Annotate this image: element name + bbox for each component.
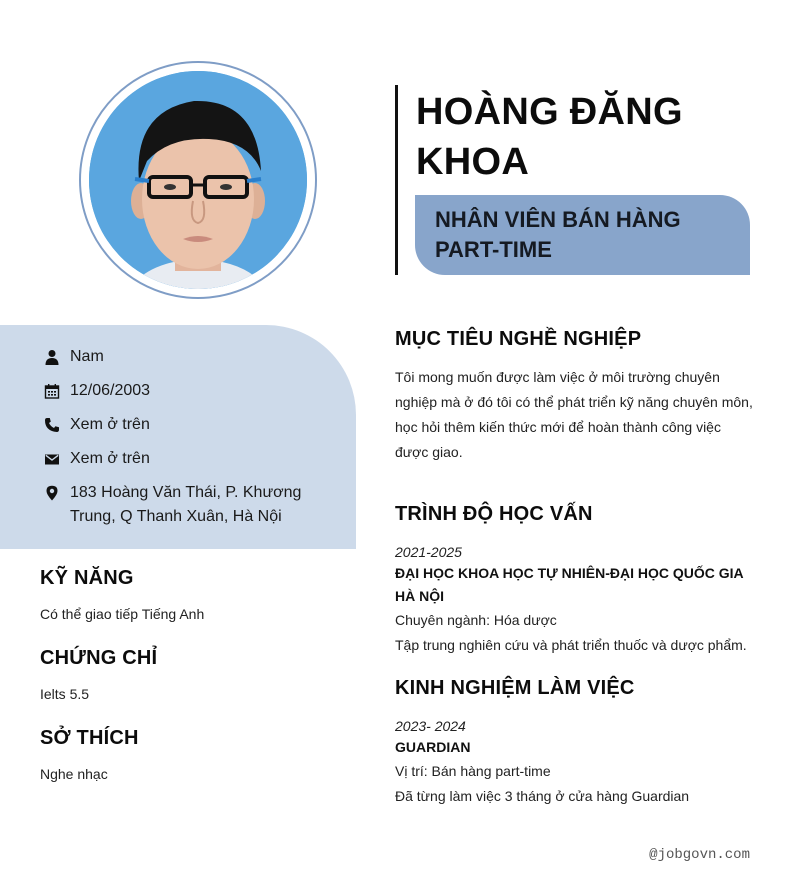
address-value: 183 Hoàng Văn Thái, P. Khương Trung, Q Thanh Xuân, Hà Nội: [70, 484, 302, 525]
experience-section: [395, 677, 755, 809]
hobbies-section: [40, 727, 340, 782]
contact-panel: [0, 325, 356, 549]
experience-period: 2023- 2024: [395, 718, 466, 734]
location-icon: [42, 481, 62, 505]
name-block: [395, 85, 755, 275]
candidate-name: HOÀNG ĐĂNG KHOA: [416, 91, 683, 183]
objective-heading: MỤC TIÊU NGHỀ NGHIỆP: [395, 328, 642, 350]
job-title-badge: NHÂN VIÊN BÁN HÀNG PART-TIME: [415, 195, 750, 275]
phone-value: Xem ở trên: [70, 416, 150, 433]
contact-email: [42, 447, 310, 471]
certificates-section: [40, 647, 340, 702]
hobbies-text: Nghe nhạc: [40, 766, 108, 782]
skills-section: [40, 567, 340, 622]
education-heading: TRÌNH ĐỘ HỌC VẤN: [395, 503, 593, 525]
phone-icon: [42, 413, 62, 437]
certificates-heading: CHỨNG CHỈ: [40, 647, 158, 669]
certificates-text: Ielts 5.5: [40, 686, 90, 702]
experience-company: GUARDIAN: [395, 739, 471, 755]
watermark: @jobgovn.com: [649, 847, 750, 863]
contact-address: [42, 481, 310, 529]
education-school: ĐẠI HỌC KHOA HỌC TỰ NHIÊN-ĐẠI HỌC QUỐC GIA HÀ NỘI: [395, 565, 744, 604]
person-icon: [42, 345, 62, 369]
contact-gender: [42, 345, 310, 369]
birthday-value: 12/06/2003: [70, 382, 151, 399]
calendar-icon: [42, 379, 62, 403]
education-period: 2021-2025: [395, 544, 462, 560]
gender-value: Nam: [70, 348, 104, 365]
skills-text: Có thể giao tiếp Tiếng Anh: [40, 606, 205, 622]
objective-text: Tôi mong muốn được làm việc ở môi trường chuyên nghiệp mà ở đó tôi có thể phát triển kỹ năng chuyên môn, học hỏi thêm kiến thức mới để hoàn thành công việc được giao.: [395, 369, 753, 460]
education-section: [395, 503, 755, 658]
education-description: Tập trung nghiên cứu và phát triển thuốc và dược phẩm.: [395, 637, 747, 653]
avatar-photo: [89, 71, 307, 289]
experience-position: Vị trí: Bán hàng part-time: [395, 763, 551, 779]
objective-section: [395, 328, 755, 465]
education-major: Chuyên ngành: Hóa dược: [395, 612, 557, 628]
email-value: Xem ở trên: [70, 450, 150, 467]
hobbies-heading: SỞ THÍCH: [40, 727, 139, 749]
experience-description: Đã từng làm việc 3 tháng ở cửa hàng Guardian: [395, 788, 690, 804]
portrait-image: [89, 71, 307, 289]
email-icon: [42, 447, 62, 471]
experience-heading: KINH NGHIỆM LÀM VIỆC: [395, 677, 635, 699]
skills-heading: KỸ NĂNG: [40, 567, 134, 589]
contact-phone: [42, 413, 310, 437]
avatar-frame: [79, 61, 317, 299]
contact-birthday: [42, 379, 310, 403]
